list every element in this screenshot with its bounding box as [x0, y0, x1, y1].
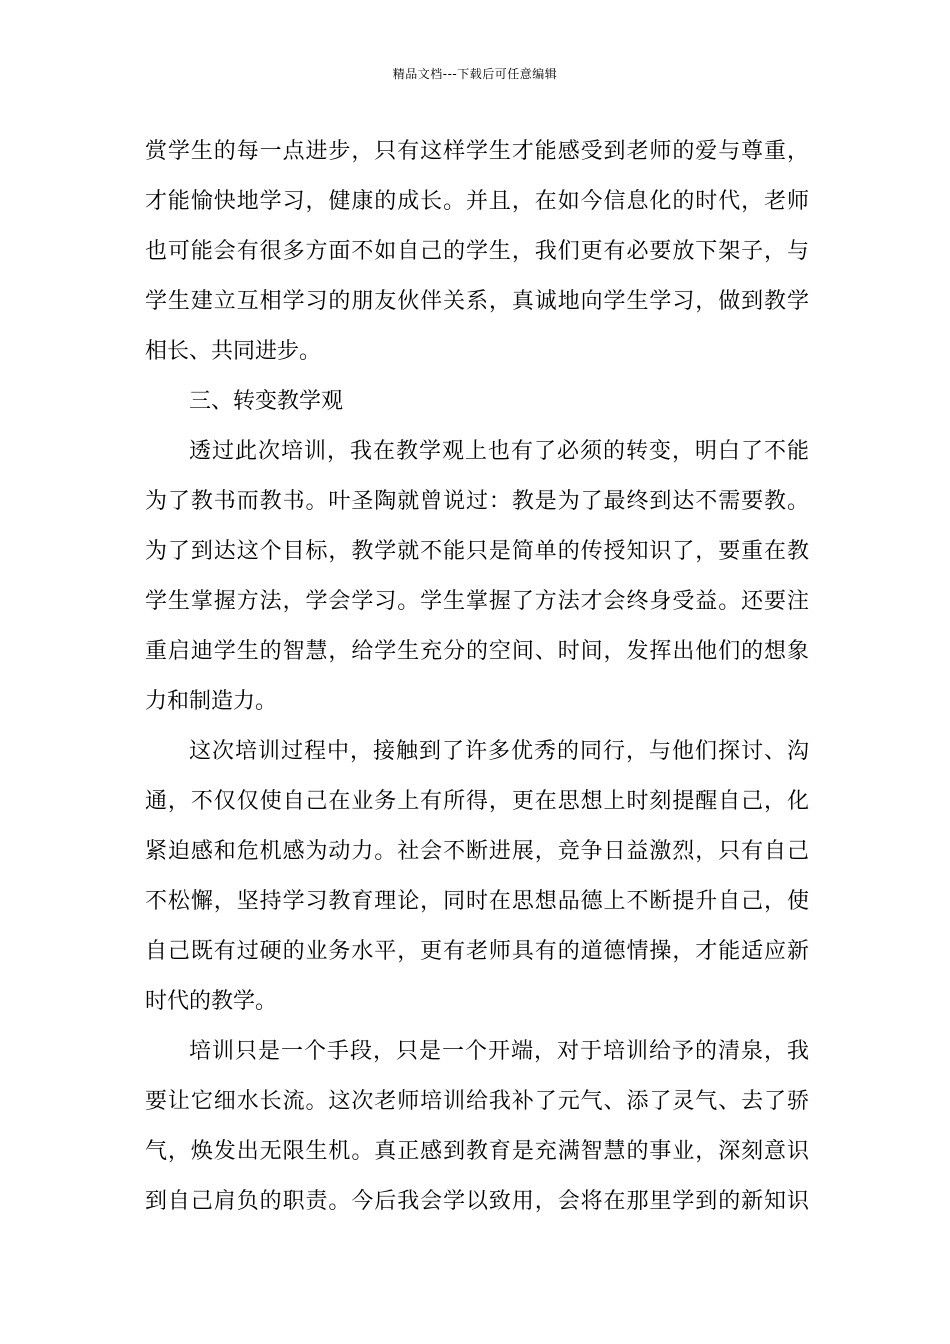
text-line-17: 自己既有过硬的业务水平，更有老师具有的道德情操，才能适应新: [145, 939, 809, 964]
text-line-12: 力和制造力。: [145, 689, 278, 714]
text-line-2: 才能愉快地学习，健康的成长。并且，在如今信息化的时代，老师: [145, 189, 809, 214]
text-line-19: 培训只是一个手段，只是一个开端，对于培训给予的清泉，我: [189, 1039, 809, 1064]
text-line-14: 通，不仅仅使自己在业务上有所得，更在思想上时刻提醒自己，化: [145, 789, 809, 814]
text-line-9: 为了到达这个目标，教学就不能只是简单的传授知识了，要重在教: [145, 539, 809, 564]
text-line-21: 气，焕发出无限生机。真正感到教育是充满智慧的事业，深刻意识: [145, 1139, 809, 1164]
text-line-4: 学生建立互相学习的朋友伙伴关系，真诚地向学生学习，做到教学: [145, 289, 809, 314]
text-line-13: 这次培训过程中，接触到了许多优秀的同行，与他们探讨、沟: [189, 739, 809, 764]
page-header: 精品文档---下载后可任意编辑: [392, 67, 558, 81]
text-line-3: 也可能会有很多方面不如自己的学生，我们更有必要放下架子，与: [145, 239, 809, 264]
text-line-15: 紧迫感和危机感为动力。社会不断进展，竞争日益激烈，只有自己: [145, 839, 809, 864]
text-line-7: 透过此次培训，我在教学观上也有了必须的转变，明白了不能: [189, 439, 809, 464]
section-heading: 三、转变教学观: [189, 389, 344, 414]
text-line-10: 学生掌握方法，学会学习。学生掌握了方法才会终身受益。还要注: [145, 589, 809, 614]
text-line-5: 相长、共同进步。: [145, 339, 322, 364]
text-line-8: 为了教书而教书。叶圣陶就曾说过：教是为了最终到达不需要教。: [145, 489, 809, 514]
text-line-16: 不松懈，坚持学习教育理论，同时在思想品德上不断提升自己，使: [145, 889, 809, 914]
text-line-1: 赏学生的每一点进步，只有这样学生才能感受到老师的爱与尊重，: [145, 139, 809, 164]
text-line-20: 要让它细水长流。这次老师培训给我补了元气、添了灵气、去了骄: [145, 1089, 809, 1114]
document-body: [145, 127, 809, 1227]
text-line-22: 到自己肩负的职责。今后我会学以致用，会将在那里学到的新知识: [145, 1189, 809, 1214]
text-line-18: 时代的教学。: [145, 989, 278, 1014]
text-line-11: 重启迪学生的智慧，给学生充分的空间、时间，发挥出他们的想象: [145, 639, 809, 664]
